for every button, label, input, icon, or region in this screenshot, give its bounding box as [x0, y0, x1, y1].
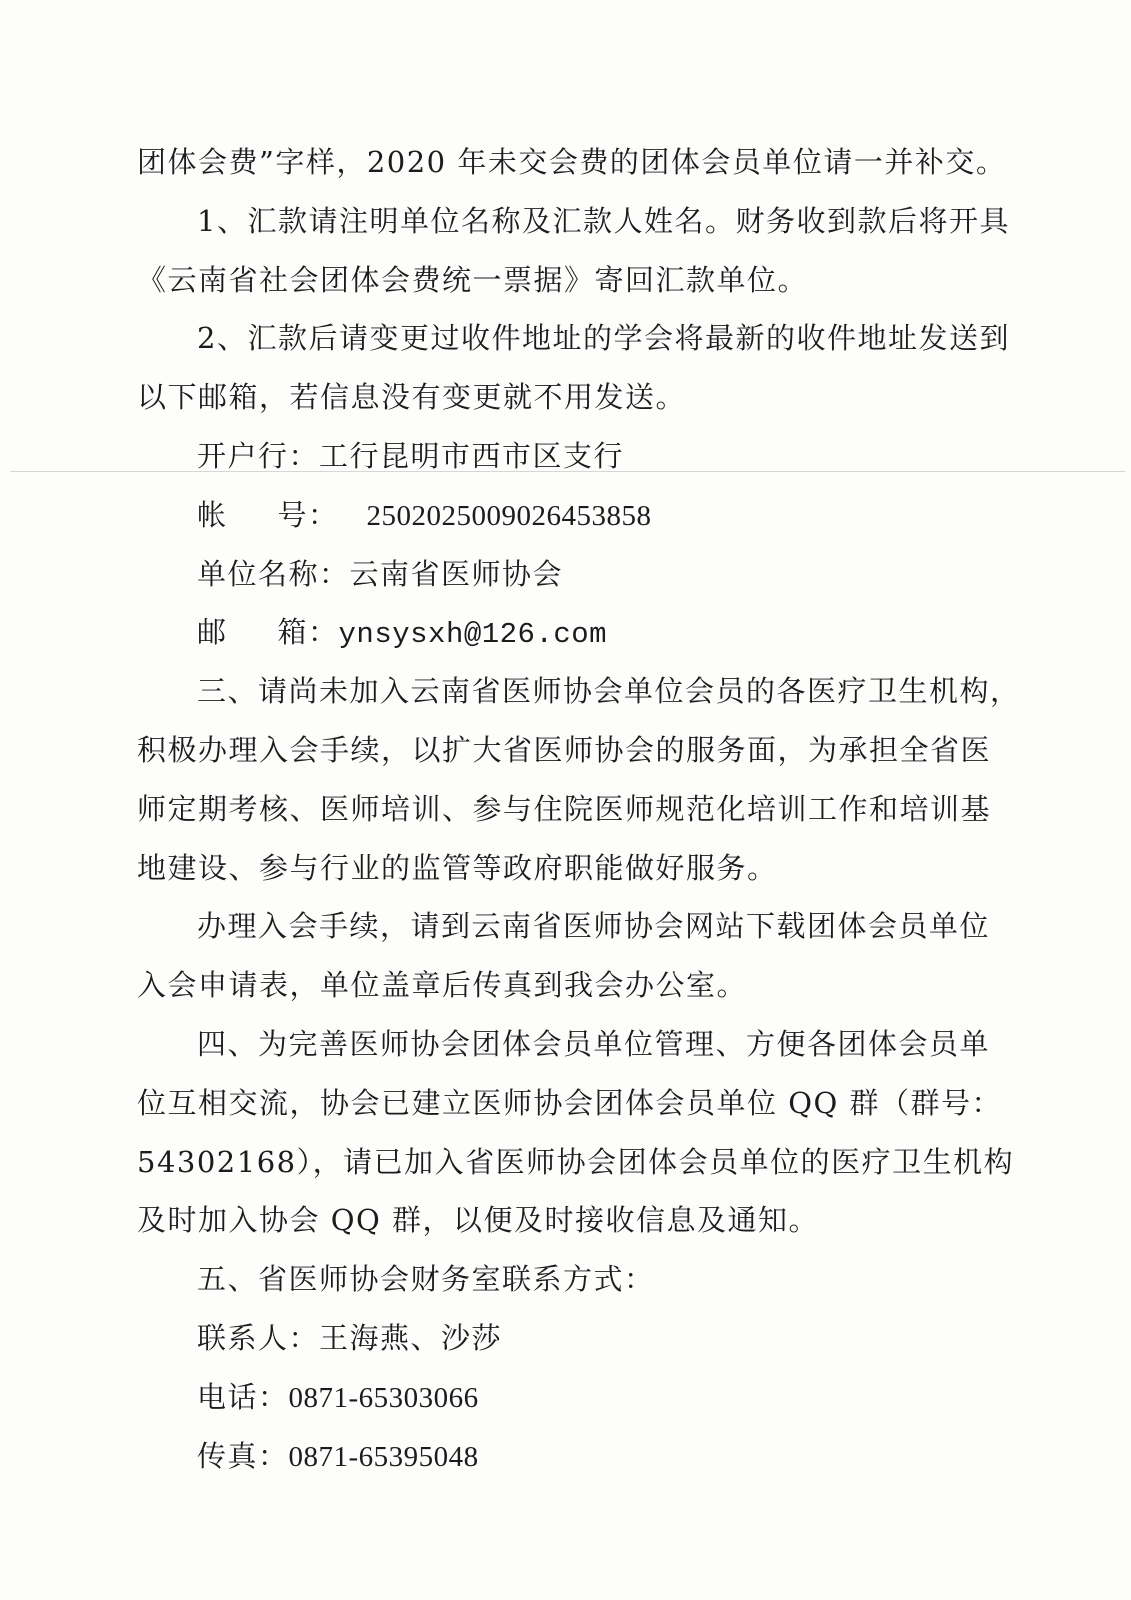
unit-value: 云南省医师协会: [349, 557, 564, 591]
unit-label: 单位名称：: [197, 557, 350, 591]
paragraph-line: 《云南省社会团体会费统一票据》寄回汇款单位。: [137, 263, 809, 297]
paragraph-line: 2、汇款后请变更过收件地址的学会将最新的收件地址发送到: [197, 321, 1010, 355]
account-row: [197, 495, 652, 535]
unit-row: [197, 554, 563, 594]
paragraph-line: 入会申请表，单位盖章后传真到我会办公室。: [137, 968, 748, 1002]
paragraph-line: 办理入会手续，请到云南省医师协会网站下载团体会员单位: [197, 909, 991, 943]
contact-person-label: 联系人：: [197, 1321, 320, 1355]
paragraph-line: 位互相交流，协会已建立医师协会团体会员单位 QQ 群（群号：: [137, 1086, 1002, 1120]
paragraph-line: 1、汇款请注明单位名称及汇款人姓名。财务收到款后将开具: [197, 204, 1010, 238]
email-label-b: 箱：: [277, 615, 339, 649]
email-label-a: 邮: [197, 615, 228, 649]
contact-phone-row: [197, 1377, 479, 1417]
contact-phone-value: 0871-65303066: [288, 1382, 479, 1414]
contact-phone-label: 电话：: [197, 1380, 289, 1414]
paragraph-line: 及时加入协会 QQ 群，以便及时接收信息及通知。: [137, 1203, 819, 1237]
paragraph-line: 地建设、参与行业的监管等政府职能做好服务。: [137, 851, 778, 885]
bank-row: [197, 436, 624, 476]
paragraph-line: 以下邮箱，若信息没有变更就不用发送。: [137, 380, 687, 414]
contact-heading: 五、省医师协会财务室联系方式：: [197, 1262, 655, 1296]
paragraph-line: 四、为完善医师协会团体会员单位管理、方便各团体会员单: [197, 1027, 991, 1061]
paragraph-line: 积极办理入会手续，以扩大省医师协会的服务面，为承担全省医: [137, 733, 992, 767]
email-row: [197, 612, 607, 652]
bank-value: 工行昆明市西市区支行: [319, 439, 625, 473]
paragraph-line: 团体会费”字样，2020 年未交会费的团体会员单位请一并补交。: [137, 145, 1007, 179]
contact-person-row: [197, 1318, 502, 1358]
account-label-a: 帐: [197, 498, 228, 532]
email-value: ynsysxh@126.com: [338, 618, 608, 651]
contact-fax-row: [197, 1436, 479, 1476]
contact-fax-value: 0871-65395048: [288, 1441, 479, 1473]
contact-person-value: 王海燕、沙莎: [319, 1321, 503, 1355]
paragraph-line: 54302168），请已加入省医师协会团体会员单位的医疗卫生机构: [137, 1145, 1015, 1179]
contact-fax-label: 传真：: [197, 1439, 289, 1473]
paragraph-line: 三、请尚未加入云南省医师协会单位会员的各医疗卫生机构，: [197, 674, 1021, 708]
bank-label: 开户行：: [197, 439, 320, 473]
paragraph-line: 师定期考核、医师培训、参与住院医师规范化培训工作和培训基: [137, 792, 992, 826]
account-label-b: 号：: [277, 498, 339, 532]
account-value: 2502025009026453858: [366, 500, 652, 532]
